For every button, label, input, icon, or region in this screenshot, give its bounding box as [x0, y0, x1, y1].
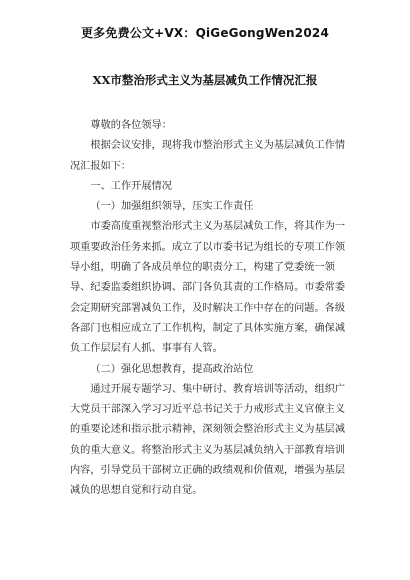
subsection-heading-2: （二）强化思想教育，提高政治站位: [90, 363, 254, 375]
document-title: XX市整治形式主义为基层减负工作情况汇报: [92, 73, 318, 87]
subsection-heading-1: （一）加强组织领导，压实工作责任: [90, 201, 254, 213]
greeting: 尊敬的各位领导：: [90, 120, 172, 131]
document-body: [70, 116, 352, 502]
section-heading-1: 一、工作开展情况: [90, 180, 172, 192]
intro-paragraph: 根据会议安排，现将我市整治形式主义为基层减负工作情况汇报如下：: [70, 140, 346, 172]
promo-header: 更多免费公文+VX：QiGeGongWen2024: [80, 26, 329, 40]
paragraph-2: 通过开展专题学习、集中研讨、教育培训等活动，组织广大党员干部深入学习习近平总书记关于力戒形式主义官僚主义的重要论述和指示批示精神，深刻领会整治形式主义为基层减负的重大意义。将整治形式主义为基层减负纳入干部教育培训内容，引导党员干部树立正确的政绩观和价值观，增强为基层减负的思想自觉和行动自觉。: [70, 383, 346, 497]
paragraph-1: 市委高度重视整治形式主义为基层减负工作，将其作为一项重要政治任务来抓。成立了以市委书记为组长的专项工作领导小组，明确了各成员单位的职责分工，构建了党委统一领导、纪委监委组织协调、部门各负其责的工作格局。市委常委会定期研究部署减负工作，及时解决工作中存在的问题。各级各部门也相应成立了工作机构，制定了具体实施方案，确保减负工作层层有人抓、事事有人管。: [70, 221, 346, 355]
